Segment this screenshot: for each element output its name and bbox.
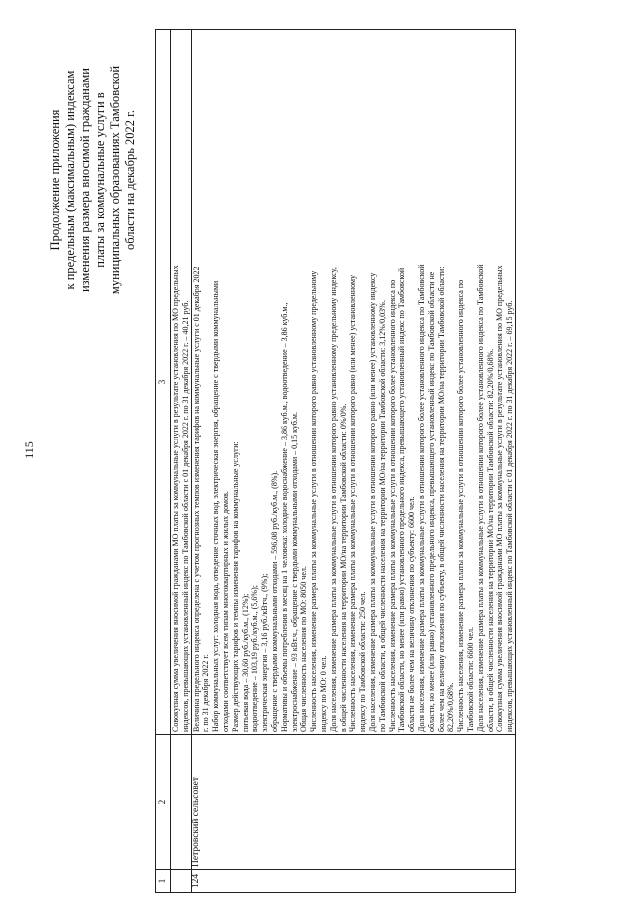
text-line: Тамбовской области: 6600 чел.: [465, 627, 475, 732]
appendix-line: муниципальных образованиях Тамбовской: [108, 65, 122, 295]
text-line: Доля населения, изменение размера платы за коммунальные услуги в отношении которого равно установленному предельному индексу,: [328, 267, 338, 732]
column-header-2: 2: [156, 735, 171, 870]
text-line: Совокупная сумма увеличения вносимой гражданами МО платы за коммунальные услуги в результате установления по МО предельных: [171, 265, 180, 732]
text-line: Набор коммунальных услуг: холодная вода, отведение сточных вод, электрическая энергия, обращение с твердыми коммунальными: [211, 280, 221, 732]
text-line: Тамбовской области, но менее (или равно) установленного предельного индекса, превышающего установленный индекс по Тамбовской: [397, 267, 407, 732]
indices-table: [155, 29, 516, 893]
text-line: электроснабжение – 93 кВт.ч., обращение с твердыми коммунальными отходами – 0,15 куб.м.: [289, 412, 299, 732]
text-line: в общей численности населения на территории МО/на территории Тамбовской области: 0%/0%.: [338, 403, 348, 732]
appendix-line: изменения размера вносимой гражданами: [78, 68, 92, 293]
text-line: Доля населения, изменение размера платы за коммунальные услуги в отношении которого равно (или менее) установленному индексу: [367, 272, 377, 732]
text-line: индексу по МО: 0 чел.: [318, 655, 328, 732]
appendix-line: Продолжение приложения: [48, 109, 62, 251]
text-line: по Тамбовской области, в общей численности населения на территории МО/на территории Тамбовской области: 3,12%/0,03%.: [377, 300, 387, 732]
text-line: Величина предельного индекса определена с учетом прогнозных темпов изменения тарифов на коммунальные услуги с 01 декабря 2022: [191, 266, 201, 732]
text-line: Общая численность населения по МО: 8050 чел.: [299, 566, 309, 732]
text-line: г. по 31 декабря 2022 г.: [201, 654, 211, 732]
table-header-row: [156, 30, 171, 893]
text-line: области, в общей численности населения на территории МО/на территории Тамбовской области: 82,20%/0,68%.: [485, 348, 495, 732]
text-line: Доля населения, изменение размера платы за коммунальные услуги в отношении которого более установленного индекса по Тамбовской: [416, 264, 426, 732]
text-line: Совокупная сумма увеличения вносимой гражданами МО платы за коммунальные услуги в результате установления по МО предельных: [495, 265, 505, 732]
page-number: 115: [22, 441, 36, 459]
appendix-line: к предельным (максимальным) индексам: [63, 70, 77, 290]
text-line: Нормативы и объемы потребления в месяц на 1 человека: холодное водоснабжение – 3,86 куб.м., водоотведение – 3,86 куб.м.,: [279, 302, 289, 732]
text-line: Численность населения, изменение размера платы за коммунальные услуги в отношении которого равно (или менее) установленному: [348, 274, 358, 732]
text-line: Размер действующих тарифов и темпы изменения тарифов на коммунальные услуги:: [230, 441, 240, 732]
text-line: Доля населения, изменение размера платы за коммунальные услуги в отношении которого более установленного индекса по Тамбовской: [475, 264, 485, 732]
text-line: более чем на величину отклонения по субъекту, в общей численности населения на территории МО/на территории Тамбовской области:: [436, 266, 446, 732]
column-header-3: 3: [156, 30, 171, 735]
table-row: [191, 30, 515, 893]
text-line: питьевая вода – 30,60 руб./куб.м., (12%);: [240, 593, 250, 732]
appendix-heading: [48, 15, 138, 345]
column-header-1: 1: [156, 870, 171, 893]
text-line: индексов, превышающих установленный индекс по Тамбовской области с 01 декабря 2022 г. по 31 декабря 2022 г. – 69,15 руб.: [505, 300, 515, 732]
text-line: области, но менее (или равно) установленного предельного индекса, превышающего установленный индекс по Тамбовской области не: [426, 271, 436, 732]
appendix-line: платы за коммунальные услуги в: [93, 92, 107, 268]
text-line: водоотведение – 103,19 руб./куб.м., (5,6%);: [250, 585, 260, 732]
previous-row-text: [171, 30, 192, 735]
text-line: Численность населения, изменение размера платы за коммунальные услуги в отношении которого равно установленному предельному: [309, 270, 319, 732]
appendix-line: области на декабрь 2022 г.: [123, 110, 137, 251]
text-line: области не более чем на величину отклонения по субъекту: 6600 чел.: [407, 496, 417, 732]
text-line: 82,20%/0,68%.: [446, 682, 456, 732]
row-description: [191, 30, 515, 735]
text-line: Численность населения, изменение размера платы за коммунальные услуги в отношении которого более установленного индекса по: [456, 279, 466, 732]
row-number: 124: [191, 870, 515, 893]
text-line: отходами соответствует всем типам многоквартирных и жилых домов.: [220, 491, 230, 732]
text-line: обращение с твердыми коммунальными отходами – 596,08 руб./куб.м., (8%).: [269, 470, 279, 732]
text-line: индексов, превышающих установленный индекс по Тамбовской области с 01 декабря 2022 г. по 31 декабря 2022 г. – 40,21 руб.: [180, 300, 190, 732]
table-row-previous-continuation: [171, 30, 192, 893]
municipality-name: Петровский сельсовет: [191, 735, 515, 870]
text-line: индексу по Тамбовской области: 250 чел.: [358, 591, 368, 732]
text-line: электрическая энергия – 3,16 руб./кВтч., (9%);: [260, 573, 270, 732]
text-line: Численность населения, изменение размера платы за коммунальные услуги в отношении которого более установленного индекса по: [387, 279, 397, 732]
